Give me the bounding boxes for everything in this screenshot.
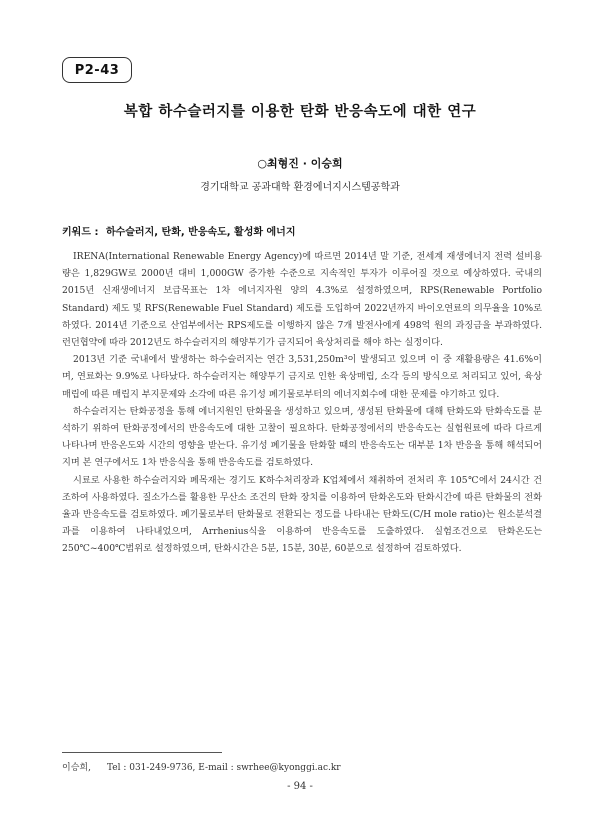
paragraph: 2013년 기준 국내에서 발생하는 하수슬러지는 연간 3,531,250m³이 발생되고 있으며 이 중 재활용량은 41.6%이며, 연료화는 9.9%로 나타났다. 하수슬러지는 해양투기 금지로 인한 육상매립, 소각 등의 방식으로 처리되고 있어, 육상매립에 따른 매립지 부지문제와 소각에 따른 유기성 폐기물로부터의 에너지회수에 대한 문제를 야기하고 있다.	[62, 354, 542, 400]
paper-title: 복합 하수슬러지를 이용한 탄화 반응속도에 대한 연구	[123, 104, 477, 120]
footnote-email: E-mail : swrhee@kyonggi.ac.kr	[198, 763, 341, 773]
paragraph: 시료로 사용한 하수슬러지와 폐목재는 경기도 K하수처리장과 K업체에서 채취하여 전처리 후 105℃에서 24시간 건조하여 사용하였다. 질소가스를 활용한 무산소 조건의 탄화 장치를 이용하여 탄화온도와 탄화시간에 따른 탄화물의 전화율과 반응속도를 검토하였다. 폐기물로부터 탄화물로 전환되는 정도를 나타내는 탄화도(C/H mole ratio)는 원소분석결과를 이용하여 나타내었으며, Arrhenius식을 이용하여 반응속도를 도출하였다. 실험조건으로 탄화온도는 250℃~400℃범위로 설정하였으며, 탄화시간은 5분, 15분, 30분, 60분으로 설정하여 검토하였다.	[62, 474, 542, 555]
keywords-line	[62, 223, 542, 238]
abstract-body	[62, 248, 542, 558]
footnote-tel: Tel : 031-249-9736,	[106, 763, 196, 773]
footnote-author: 이승희,	[62, 763, 91, 773]
paragraph: 하수슬러지는 탄화공정을 통해 에너지원인 탄화물을 생성하고 있으며, 생성된 탄화물에 대해 탄화도와 탄화속도를 분석하기 위하여 탄화공정에서의 반응속도에 대한 고찰이 필요하다. 탄화공정에서의 반응속도는 실험원료에 따라 다르게 나타나며 반응온도와 시간의 영향을 받는다. 유기성 폐기물을 탄화할 때의 반응속도는 대부분 1차 반응을 통해 해석되어지며 본 연구에서도 1차 반응식을 통해 반응속도를 검토하였다.	[62, 405, 542, 469]
footnote-divider	[62, 752, 222, 753]
page-number: - 94 -	[287, 781, 313, 792]
footnote	[62, 760, 542, 773]
session-badge: P2-43	[62, 57, 132, 83]
keywords-label: 키워드 :	[62, 227, 99, 238]
author-names: ○최형진 · 이승희	[257, 157, 343, 170]
paragraph: IRENA(International Renewable Energy Agency)에 따르면 2014년 말 기준, 전세계 재생에너지 전력 설비용량은 1,829GW로 2000년 대비 1,000GW 증가한 수준으로 지속적인 투자가 이루어질 것으로 예상하였다. 국내의 2015년 신재생에너지 보급목표는 1차 에너지자원 양의 4.3%로 설정하였으며, RPS(Renewable Portfolio Standard) 제도 및 RFS(Renewable Fuel Standard) 제도를 도입하여 2022년까지 바이오연료의 의무율을 10%로 하였다. 2014년 기준으로 산업부에서는 RPS제도를 이행하지 않은 7개 발전사에게 498억 원의 과징금을 부과하였다. 런던협약에 따라 2012년도 하수슬러지의 해양투기가 금지되어 육상처리를 해야 하는 실정이다.	[62, 251, 542, 349]
keywords-text: 하수슬러지, 탄화, 반응속도, 활성화 에너지	[105, 227, 296, 238]
affiliation: 경기대학교 공과대학 환경에너지시스템공학과	[200, 182, 400, 193]
